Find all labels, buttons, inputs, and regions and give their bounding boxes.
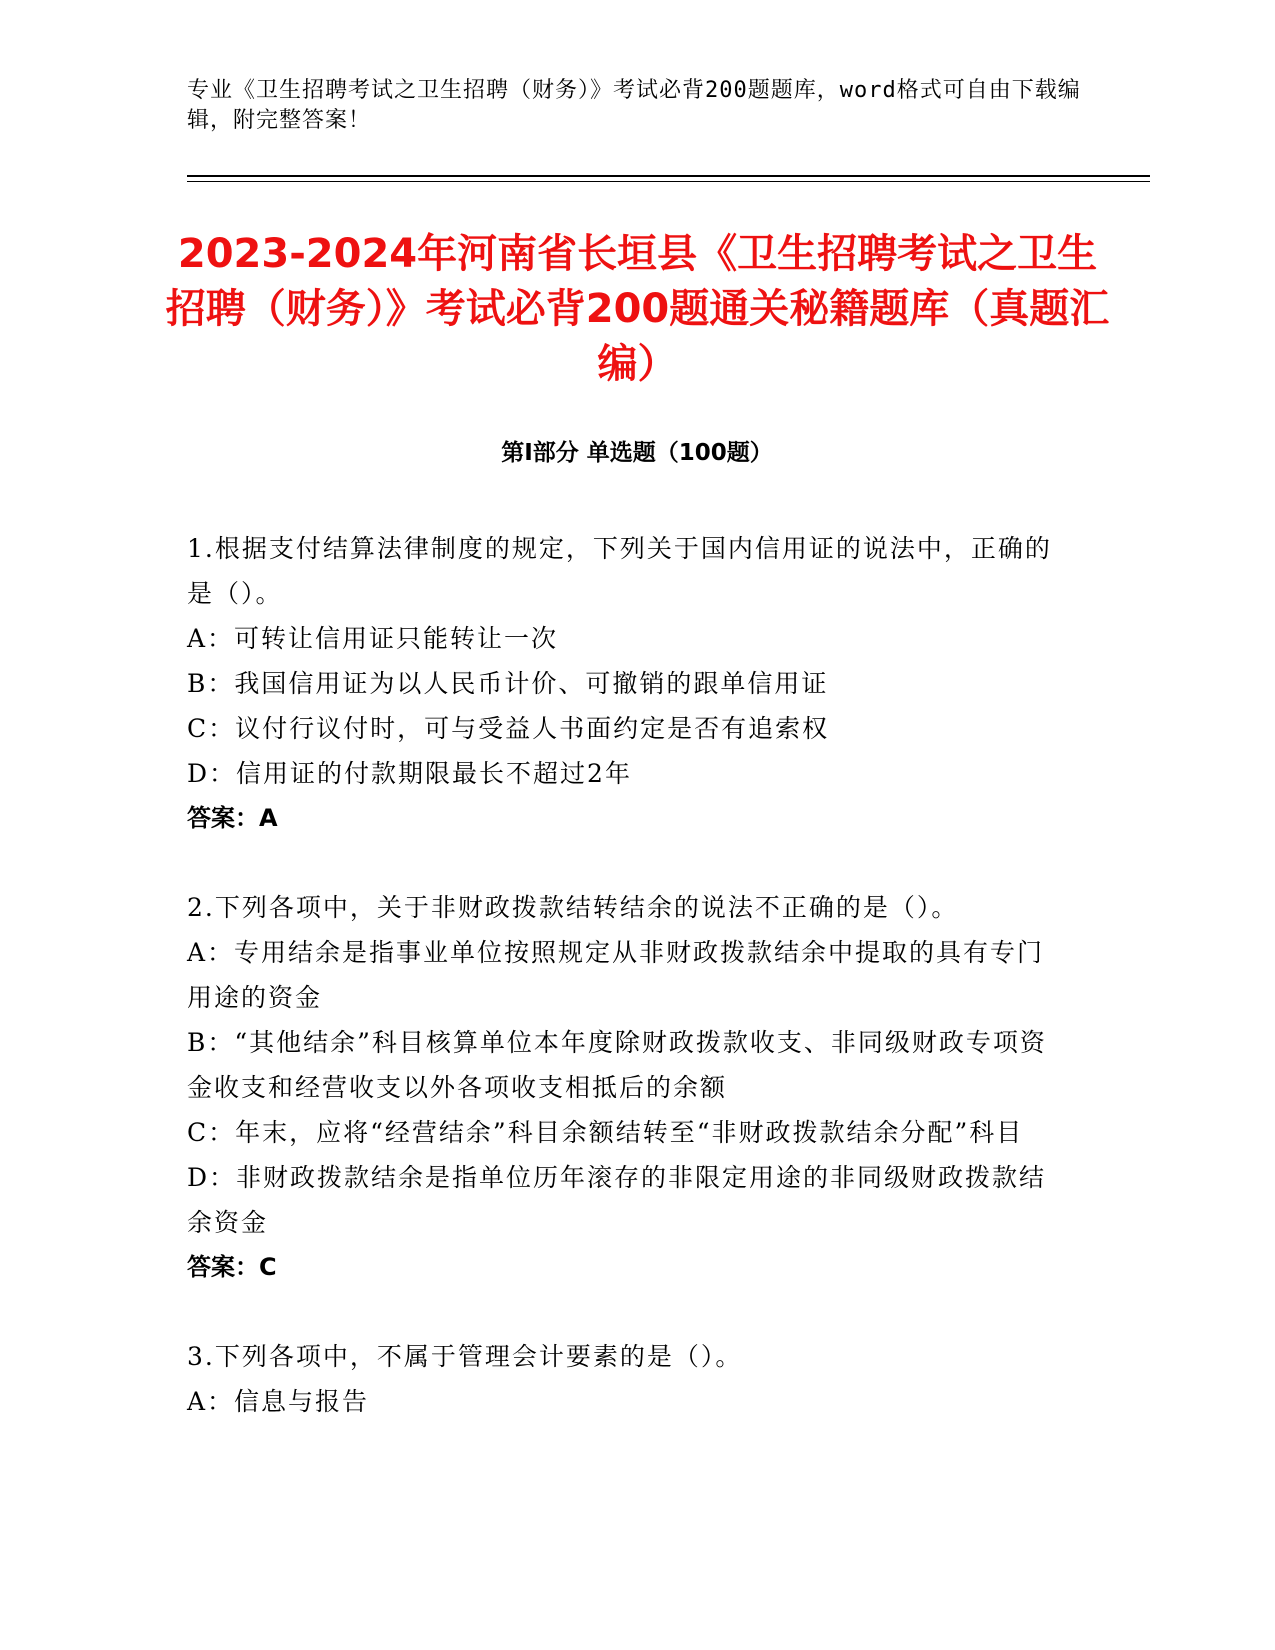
question-option: D：信用证的付款期限最长不超过2年	[187, 759, 632, 788]
question-option: A：专用结余是指事业单位按照规定从非财政拨款结余中提取的具有专门用途的资金	[187, 938, 1045, 1012]
question-option: A：信息与报告	[187, 1387, 370, 1416]
question-option: A：可转让信用证只能转让一次	[187, 624, 559, 653]
question-stem: 3.下列各项中，不属于管理会计要素的是（）。	[187, 1342, 743, 1371]
header-divider-thick	[187, 175, 1150, 177]
question-option: B：“其他结余”科目核算单位本年度除财政拨款收支、非同级财政专项资金收支和经营收支以外各项收支相抵后的余额	[187, 1028, 1047, 1102]
section-heading: 第I部分 单选题（100题）	[501, 440, 773, 466]
question-answer: 答案：C	[187, 1253, 277, 1281]
question-item	[187, 885, 1067, 1290]
header-divider-thin	[187, 181, 1150, 182]
question-stem: 2.下列各项中，关于非财政拨款结转结余的说法不正确的是（）。	[187, 893, 959, 922]
question-stem: 1.根据支付结算法律制度的规定，下列关于国内信用证的说法中，正确的是（）。	[187, 534, 1052, 608]
question-item	[187, 1334, 1067, 1424]
document-title: 2023-2024年河南省长垣县《卫生招聘考试之卫生招聘（财务）》考试必背200题通关秘籍题库（真题汇编）	[165, 231, 1110, 387]
question-item	[187, 526, 1067, 841]
question-option: C：年末，应将“经营结余”科目余额结转至“非财政拨款结余分配”科目	[187, 1118, 1024, 1147]
question-option: C：议付行议付时，可与受益人书面约定是否有追索权	[187, 714, 830, 743]
question-list	[187, 526, 1067, 1468]
header-note: 专业《卫生招聘考试之卫生招聘（财务）》考试必背200题题库，word格式可自由下载编辑，附完整答案！	[187, 78, 1081, 133]
question-option: D：非财政拨款结余是指单位历年滚存的非限定用途的非同级财政拨款结余资金	[187, 1163, 1047, 1237]
question-option: B：我国信用证为以人民币计价、可撤销的跟单信用证	[187, 669, 829, 698]
question-answer: 答案：A	[187, 804, 278, 832]
